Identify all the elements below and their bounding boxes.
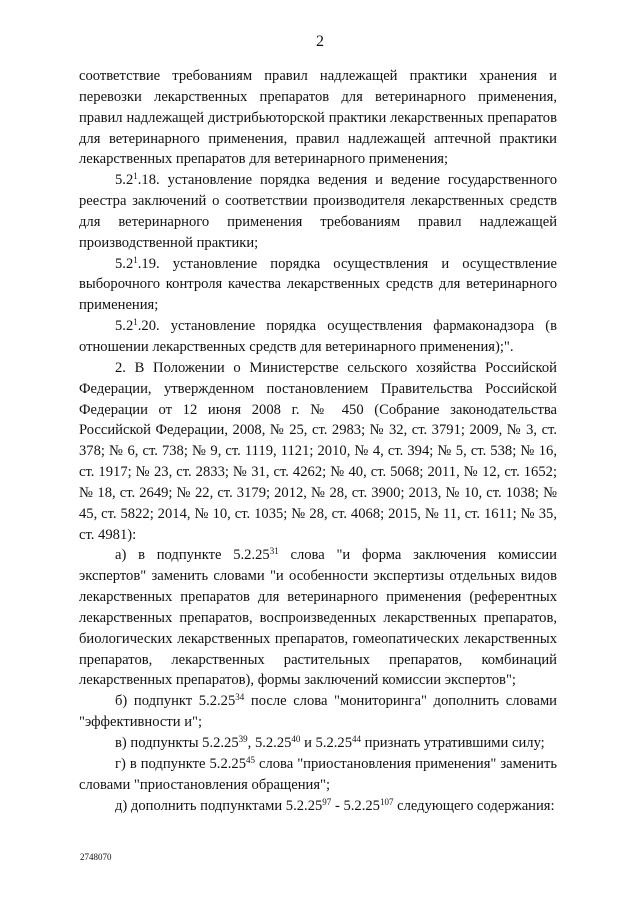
paragraph-p7 — [79, 691, 557, 733]
superscript: 45 — [246, 754, 255, 765]
text-run: .19. установление порядка осуществления и осуществление выборочного контроля качества лекарственных средств для ветеринарного применения; — [79, 255, 557, 314]
paragraph-p3 — [79, 254, 557, 317]
text-run: следующего содержания: — [393, 797, 555, 814]
text-run: , 5.2.25 — [247, 735, 292, 751]
superscript: 1 — [133, 317, 138, 328]
superscript: 107 — [379, 796, 394, 807]
paragraph-p5 — [79, 358, 557, 546]
paragraph-p9 — [79, 754, 557, 796]
superscript: 34 — [235, 692, 245, 703]
paragraph-p1 — [79, 66, 557, 170]
text-run: д) дополнить подпунктами 5.2.25 — [115, 797, 323, 814]
superscript: 1 — [133, 254, 138, 265]
text-run: 5.2 — [115, 172, 134, 189]
paragraph-p8 — [79, 733, 557, 754]
text-run: после слова "мониторинга" дополнить словами "эффективности и"; — [79, 693, 557, 731]
document-body — [79, 66, 557, 816]
superscript: 44 — [352, 734, 362, 744]
text-run: б) подпункт 5.2.25 — [115, 693, 236, 710]
text-run: в) подпункты 5.2.25 — [115, 735, 239, 751]
superscript: 39 — [238, 734, 248, 744]
text-run: слова "и форма заключения комиссии экспертов" заменить словами "и особенности экспертизы отдельных видов лекарственных препаратов для ветеринарного применения (референтных лекарственных препаратов, воспроизведенных лекарственных препаратов, биологических лекарственных препаратов, гомеопатических лекарственных препаратов, лекарственных растительных препаратов, комбинаций лекарственных препаратов), формы заключений комиссии экспертов"; — [79, 547, 557, 689]
text-run: - 5.2.25 — [331, 797, 380, 814]
superscript: 31 — [269, 546, 279, 557]
text-run: признать утратившими силу; — [361, 735, 545, 751]
superscript: 40 — [291, 734, 301, 744]
text-run: г) в подпункте 5.2.25 — [115, 755, 246, 772]
paragraph-p6 — [79, 545, 557, 691]
paragraph-p2 — [79, 170, 557, 253]
text-run: а) в подпункте 5.2.25 — [115, 547, 270, 564]
paragraph-p4 — [79, 316, 557, 358]
text-run: .18. установление порядка ведения и ведение государственного реестра заключений о соответствии производителя лекарственных средств для ветеринарного применения требованиям правил надлежащей производственной практики; — [79, 172, 557, 251]
text-run: слова "приостановления применения" заменить словами "приостановления обращения"; — [79, 755, 557, 793]
superscript: 1 — [133, 171, 138, 182]
text-run: .20. установление порядка осуществления фармаконадзора (в отношении лекарственных средств для ветеринарного применения);". — [79, 318, 557, 355]
text-run: 5.2 — [115, 255, 134, 272]
page-number: 2 — [316, 33, 324, 50]
superscript: 97 — [322, 796, 332, 807]
document-code: 2748070 — [80, 852, 112, 862]
text-run: и 5.2.25 — [300, 735, 353, 751]
text-run: 2. В Положении о Министерстве сельского хозяйства Российской Федерации, утвержденном постановлением Правительства Российской Федерации от 12 июня 2008 г. № 450 (Собрание законодательства Российской Федерации, 2008, № 25, ст. 2983; № 32, ст. 3791; 2009, № 3, ст. 378; № 6, ст. 738; № 9, ст. 1119, 1121; 2010, № 4, ст. 394; № 5, ст. 538; № 16, ст. 1917; № 23, ст. 2833; № 31, ст. 4262; № 40, ст. 5068; 2011, № 12, ст. 1652; № 18, ст. 2649; № 22, ст. 3179; 2012, № 28, ст. 3900; 2013, № 10, ст. 1038; № 45, ст. 5822; 2014, № 10, ст. 1035; № 28, ст. 4068; 2015, № 11, ст. 1611; № 35, ст. 4981): — [79, 359, 557, 543]
paragraph-p10 — [79, 796, 557, 817]
text-run: соответствие требованиям правил надлежащей практики хранения и перевозки лекарственных препаратов для ветеринарного применения, правил надлежащей дистрибьюторской практики лекарственных препаратов для ветеринарного применения, правил надлежащей аптечной практики лекарственных препаратов для ветеринарного применения; — [79, 68, 557, 168]
text-run: 5.2 — [115, 318, 134, 335]
